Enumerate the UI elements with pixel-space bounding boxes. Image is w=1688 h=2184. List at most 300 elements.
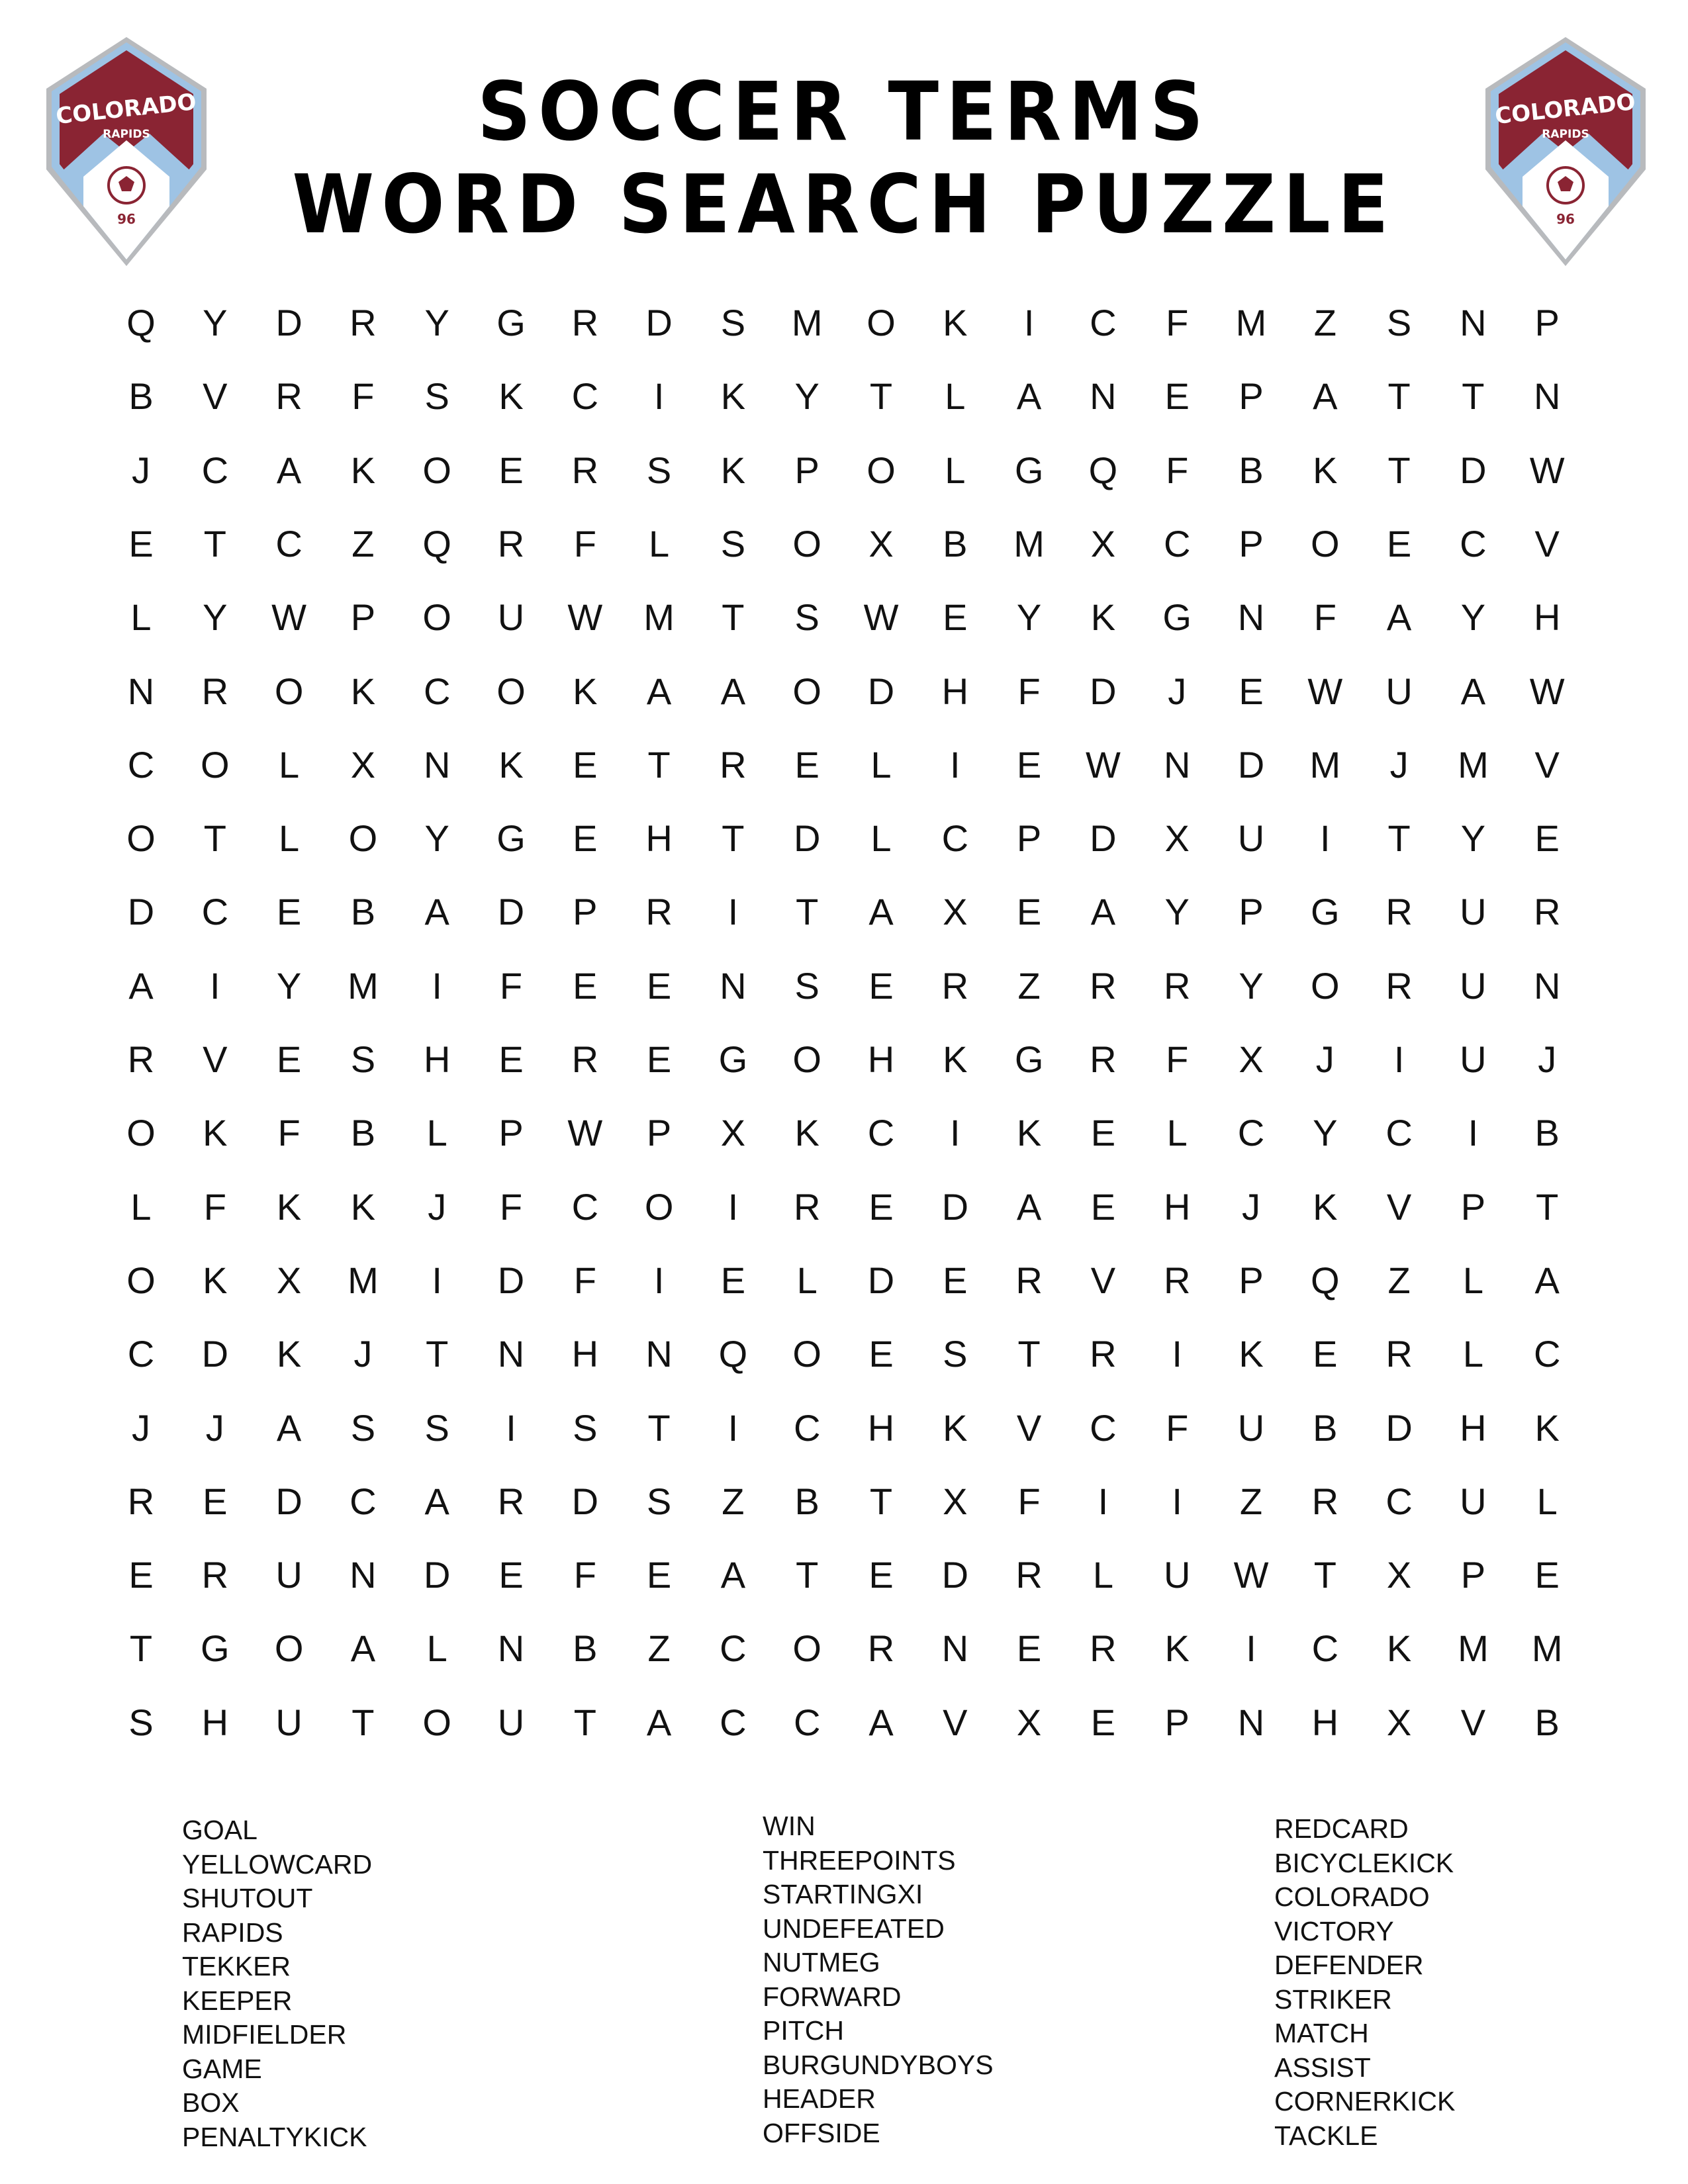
grid-letter: L — [870, 743, 892, 786]
grid-letter: T — [352, 1701, 375, 1743]
grid-letter: Q — [718, 1333, 748, 1375]
grid-letter: A — [1460, 670, 1486, 712]
grid-letter: Y — [1164, 891, 1190, 933]
grid-letter: L — [426, 1112, 447, 1154]
grid-letter: F — [573, 1259, 596, 1301]
grid-letter: T — [426, 1333, 449, 1375]
word-list-item: DEFENDER — [1274, 1950, 1424, 1980]
grid-letter: D — [497, 1259, 525, 1301]
grid-letter: D — [201, 1333, 229, 1375]
grid-letter: I — [1393, 1038, 1405, 1080]
grid-letter: E — [1090, 1701, 1116, 1743]
grid-letter: I — [1246, 1627, 1256, 1670]
page-title-line-2: WORD SEARCH PUZZLE — [292, 158, 1396, 251]
grid-letter: N — [1460, 302, 1487, 343]
grid-letter: O — [792, 1627, 821, 1670]
grid-letter: G — [1162, 596, 1192, 639]
grid-letter: T — [203, 817, 226, 860]
grid-letter: G — [1014, 1038, 1044, 1080]
grid-letter: S — [128, 1701, 154, 1743]
grid-letter: R — [1385, 1333, 1413, 1375]
grid-letter: D — [127, 891, 155, 933]
grid-letter: N — [720, 964, 747, 1007]
grid-letter: I — [506, 1406, 516, 1449]
word-list-item: VICTORY — [1274, 1915, 1394, 1946]
grid-letter: T — [722, 596, 745, 639]
grid-letter: G — [496, 817, 526, 860]
grid-letter: S — [794, 964, 820, 1007]
grid-letter: V — [1016, 1406, 1042, 1449]
grid-letter: J — [1389, 743, 1409, 786]
grid-letter: R — [1015, 1554, 1043, 1596]
badge-number: 96 — [1556, 211, 1575, 227]
grid-letter: E — [868, 1554, 894, 1596]
grid-letter: P — [1239, 1259, 1264, 1301]
grid-letter: L — [870, 817, 892, 860]
grid-letter: R — [1163, 964, 1191, 1007]
grid-letter: Y — [1313, 1112, 1338, 1154]
grid-letter: M — [1531, 1627, 1563, 1670]
grid-letter: E — [128, 1554, 154, 1596]
grid-letter: V — [1386, 1185, 1412, 1228]
grid-letter: V — [203, 375, 228, 418]
grid-letter: D — [1237, 743, 1265, 786]
grid-letter: O — [792, 1333, 821, 1375]
grid-letter: B — [350, 891, 376, 933]
grid-letter: G — [496, 302, 526, 343]
grid-letter: E — [498, 1038, 524, 1080]
grid-letter: W — [1529, 670, 1565, 712]
grid-letter: K — [1016, 1112, 1042, 1154]
grid-letter: M — [1235, 302, 1267, 343]
grid-letter: R — [941, 964, 969, 1007]
grid-letter: U — [1460, 964, 1487, 1007]
grid-letter: I — [1172, 1333, 1182, 1375]
grid-letter: H — [867, 1406, 895, 1449]
grid-letter: E — [1090, 1112, 1116, 1154]
grid-letter: R — [201, 670, 229, 712]
grid-letter: S — [794, 596, 820, 639]
grid-letter: Y — [1016, 596, 1042, 639]
grid-letter: Z — [647, 1627, 671, 1670]
grid-letter: C — [720, 1627, 747, 1670]
grid-letter: F — [1166, 1406, 1189, 1449]
grid-letter: N — [127, 670, 155, 712]
grid-letter: E — [203, 1480, 228, 1522]
grid-letter: V — [203, 1038, 228, 1080]
grid-letter: P — [646, 1112, 672, 1154]
grid-letter: V — [1460, 1701, 1486, 1743]
word-list-item: RAPIDS — [182, 1917, 283, 1948]
grid-letter: K — [1239, 1333, 1264, 1375]
grid-letter: P — [1534, 302, 1560, 343]
grid-letter: J — [428, 1185, 447, 1228]
grid-letter: N — [1237, 1701, 1265, 1743]
grid-letter: X — [276, 1259, 302, 1301]
grid-letter: R — [1311, 1480, 1339, 1522]
grid-letter: T — [796, 891, 819, 933]
grid-letter: L — [1166, 1112, 1188, 1154]
grid-letter: N — [941, 1627, 969, 1670]
grid-letter: V — [1534, 522, 1560, 565]
grid-letter: X — [868, 522, 894, 565]
grid-letter: K — [1090, 596, 1116, 639]
grid-letter: I — [432, 964, 442, 1007]
word-list-item: TEKKER — [182, 1951, 291, 1981]
grid-letter: O — [644, 1185, 674, 1228]
grid-letter: A — [128, 964, 154, 1007]
grid-letter: L — [1536, 1480, 1558, 1522]
grid-letter: S — [720, 302, 746, 343]
badge-number: 96 — [117, 211, 136, 227]
grid-letter: W — [1233, 1554, 1269, 1596]
grid-letter: P — [1460, 1554, 1486, 1596]
grid-letter: U — [275, 1701, 303, 1743]
grid-letter: D — [1090, 670, 1117, 712]
grid-letter: U — [1237, 817, 1265, 860]
grid-letter: E — [1164, 375, 1190, 418]
grid-letter: E — [1534, 1554, 1560, 1596]
grid-letter: E — [1239, 670, 1264, 712]
grid-letter: B — [350, 1112, 376, 1154]
grid-letter: H — [423, 1038, 451, 1080]
grid-letter: U — [1460, 1038, 1487, 1080]
grid-letter: S — [646, 449, 672, 491]
grid-letter: C — [423, 670, 451, 712]
grid-letter: B — [1239, 449, 1264, 491]
grid-letter: L — [1092, 1554, 1113, 1596]
grid-letter: O — [274, 1627, 304, 1670]
grid-letter: T — [869, 375, 893, 418]
grid-letter: J — [205, 1406, 224, 1449]
grid-letter: T — [573, 1701, 596, 1743]
grid-letter: X — [1386, 1701, 1412, 1743]
grid-letter: D — [867, 670, 895, 712]
grid-letter: K — [1313, 449, 1338, 491]
grid-letter: G — [718, 1038, 748, 1080]
grid-letter: G — [1014, 449, 1044, 491]
grid-letter: F — [352, 375, 375, 418]
grid-letter: R — [1385, 964, 1413, 1007]
grid-letter: V — [1534, 743, 1560, 786]
grid-letter: A — [424, 891, 449, 933]
grid-letter: R — [497, 522, 525, 565]
grid-letter: D — [571, 1480, 599, 1522]
grid-letter: C — [127, 1333, 155, 1375]
grid-letter: B — [794, 1480, 820, 1522]
grid-letter: A — [868, 1701, 894, 1743]
grid-letter: F — [203, 1185, 226, 1228]
grid-letter: M — [1309, 743, 1341, 786]
grid-letter: V — [1090, 1259, 1116, 1301]
grid-letter: F — [277, 1112, 301, 1154]
grid-letter: X — [943, 891, 968, 933]
grid-letter: E — [646, 1038, 672, 1080]
grid-letter: C — [720, 1701, 747, 1743]
grid-letter: M — [1458, 1627, 1489, 1670]
grid-letter: B — [1313, 1406, 1338, 1449]
word-list-item: COLORADO — [1274, 1882, 1430, 1912]
grid-letter: Y — [794, 375, 820, 418]
word-list-item: UNDEFEATED — [763, 1913, 945, 1944]
grid-letter: P — [1239, 375, 1264, 418]
grid-letter: K — [350, 1185, 376, 1228]
grid-letter: F — [499, 964, 523, 1007]
grid-letter: B — [128, 375, 154, 418]
grid-letter: U — [1163, 1554, 1191, 1596]
grid-letter: R — [720, 743, 747, 786]
grid-letter: C — [793, 1701, 821, 1743]
grid-letter: R — [571, 449, 599, 491]
grid-letter: C — [1090, 302, 1117, 343]
grid-letter: A — [868, 891, 894, 933]
grid-letter: Y — [424, 817, 449, 860]
grid-letter: P — [1239, 891, 1264, 933]
grid-letter: E — [868, 964, 894, 1007]
grid-letter: T — [1313, 1554, 1336, 1596]
grid-letter: D — [645, 302, 673, 343]
grid-letter: N — [1533, 375, 1561, 418]
grid-letter: F — [1166, 449, 1189, 491]
grid-letter: C — [867, 1112, 895, 1154]
grid-letter: C — [1460, 522, 1487, 565]
grid-letter: R — [1015, 1259, 1043, 1301]
grid-letter: P — [1460, 1185, 1486, 1228]
grid-letter: E — [646, 964, 672, 1007]
grid-letter: C — [1090, 1406, 1117, 1449]
grid-letter: I — [1172, 1480, 1182, 1522]
grid-letter: T — [1387, 817, 1411, 860]
word-list-item: STARTINGXI — [763, 1879, 923, 1909]
grid-letter: U — [1385, 670, 1413, 712]
word-list-item: FORWARD — [763, 1981, 902, 2012]
grid-letter: X — [1090, 522, 1116, 565]
grid-letter: B — [1534, 1112, 1560, 1154]
grid-letter: E — [276, 891, 302, 933]
grid-letter: A — [646, 670, 672, 712]
grid-letter: O — [792, 670, 821, 712]
grid-letter: S — [1386, 302, 1412, 343]
grid-letter: A — [1534, 1259, 1560, 1301]
grid-letter: A — [1386, 596, 1412, 639]
grid-letter: M — [348, 964, 379, 1007]
grid-letter: O — [1311, 522, 1340, 565]
word-list-item: PENALTYKICK — [182, 2121, 367, 2152]
word-list-item: MATCH — [1274, 2018, 1369, 2048]
grid-letter: A — [1016, 375, 1042, 418]
grid-letter: D — [275, 302, 303, 343]
grid-letter: O — [126, 1259, 156, 1301]
grid-letter: D — [1460, 449, 1487, 491]
grid-letter: O — [201, 743, 230, 786]
grid-letter: I — [950, 1112, 961, 1154]
grid-letter: X — [943, 1480, 968, 1522]
grid-letter: Q — [422, 522, 451, 565]
word-list-item: SHUTOUT — [182, 1883, 313, 1913]
grid-letter: A — [646, 1701, 672, 1743]
grid-letter: S — [424, 375, 449, 418]
grid-letter: E — [1016, 1627, 1042, 1670]
grid-letter: B — [573, 1627, 598, 1670]
grid-letter: I — [1098, 1480, 1109, 1522]
grid-letter: Y — [203, 302, 228, 343]
word-list-item: ASSIST — [1274, 2052, 1371, 2083]
grid-letter: G — [201, 1627, 230, 1670]
grid-letter: N — [350, 1554, 377, 1596]
grid-letter: C — [1533, 1333, 1561, 1375]
grid-letter: W — [567, 596, 603, 639]
word-list-item: KEEPER — [182, 1985, 293, 2016]
grid-letter: N — [645, 1333, 673, 1375]
grid-letter: I — [1320, 817, 1331, 860]
grid-letter: A — [720, 1554, 746, 1596]
grid-letter: L — [649, 522, 670, 565]
grid-letter: A — [276, 449, 302, 491]
grid-letter: F — [1166, 302, 1189, 343]
grid-letter: A — [1090, 891, 1116, 933]
grid-letter: U — [497, 1701, 525, 1743]
grid-letter: D — [497, 891, 525, 933]
grid-letter: O — [274, 670, 304, 712]
grid-letter: K — [943, 1038, 968, 1080]
grid-letter: R — [1090, 1038, 1117, 1080]
grid-letter: F — [499, 1185, 523, 1228]
grid-letter: H — [941, 670, 969, 712]
grid-letter: B — [943, 522, 968, 565]
badge-text-top: COLORADO — [54, 89, 198, 130]
grid-letter: U — [1460, 891, 1487, 933]
grid-letter: K — [498, 743, 524, 786]
grid-letter: K — [203, 1112, 228, 1154]
word-list-column-3 — [1274, 1812, 1455, 2153]
grid-letter: H — [1163, 1185, 1191, 1228]
grid-letter: Z — [1313, 302, 1336, 343]
grid-letter: C — [571, 1185, 599, 1228]
grid-letter: K — [1386, 1627, 1412, 1670]
grid-letter: M — [1013, 522, 1045, 565]
grid-letter: T — [129, 1627, 153, 1670]
grid-letter: M — [643, 596, 675, 639]
word-list-item: YELLOWCARD — [182, 1848, 373, 1880]
grid-letter: E — [943, 1259, 968, 1301]
grid-letter: R — [793, 1185, 821, 1228]
grid-letter: R — [1163, 1259, 1191, 1301]
grid-letter: F — [1313, 596, 1336, 639]
grid-letter: A — [720, 670, 746, 712]
grid-letter: R — [645, 891, 673, 933]
badge-text-bottom: RAPIDS — [103, 128, 150, 141]
grid-letter: E — [1534, 817, 1560, 860]
grid-letter: N — [497, 1627, 525, 1670]
grid-letter: L — [945, 375, 966, 418]
grid-letter: O — [792, 1038, 821, 1080]
grid-letter: P — [350, 596, 376, 639]
grid-letter: I — [727, 1406, 739, 1449]
grid-letter: K — [350, 670, 376, 712]
grid-letter: D — [941, 1185, 969, 1228]
grid-letter: Y — [276, 964, 302, 1007]
grid-letter: K — [943, 302, 968, 343]
grid-letter: H — [867, 1038, 895, 1080]
grid-letter: U — [1237, 1406, 1265, 1449]
grid-letter: K — [1534, 1406, 1560, 1449]
grid-letter: H — [1311, 1701, 1339, 1743]
grid-letter: H — [571, 1333, 599, 1375]
grid-letter: E — [1386, 522, 1412, 565]
grid-letter: R — [127, 1480, 155, 1522]
grid-letter: D — [1090, 817, 1117, 860]
grid-letter: A — [1016, 1185, 1042, 1228]
grid-letter: C — [1311, 1627, 1339, 1670]
grid-letter: W — [271, 596, 307, 639]
grid-letter: C — [1237, 1112, 1265, 1154]
grid-letter: X — [1164, 817, 1190, 860]
grid-letter: S — [350, 1038, 376, 1080]
word-list-item: CORNERKICK — [1274, 2086, 1456, 2116]
grid-letter: U — [497, 596, 525, 639]
grid-letter: C — [201, 449, 229, 491]
grid-letter: C — [793, 1406, 821, 1449]
grid-letter: E — [1016, 891, 1042, 933]
grid-letter: I — [653, 1259, 665, 1301]
grid-letter: V — [943, 1701, 968, 1743]
grid-letter: O — [422, 449, 451, 491]
page-title-line-1: SOCCER TERMS — [477, 65, 1211, 159]
grid-letter: A — [276, 1406, 302, 1449]
grid-letter: E — [794, 743, 820, 786]
grid-letter: K — [1313, 1185, 1338, 1228]
grid-letter: H — [201, 1701, 229, 1743]
grid-letter: L — [130, 596, 152, 639]
grid-letter: E — [573, 817, 598, 860]
grid-letter: Q — [1088, 449, 1118, 491]
grid-letter: Z — [352, 522, 375, 565]
grid-letter: A — [424, 1480, 449, 1522]
grid-letter: D — [867, 1259, 895, 1301]
grid-letter: U — [1460, 1480, 1487, 1522]
grid-letter: R — [275, 375, 303, 418]
grid-letter: J — [1168, 670, 1187, 712]
grid-letter: P — [1239, 522, 1264, 565]
grid-letter: Y — [1460, 596, 1486, 639]
grid-letter: E — [720, 1259, 746, 1301]
grid-letter: R — [1090, 1627, 1117, 1670]
grid-letter: Z — [722, 1480, 745, 1522]
grid-letter: X — [1386, 1554, 1412, 1596]
grid-letter: I — [727, 1185, 739, 1228]
grid-letter: T — [1387, 375, 1411, 418]
grid-letter: R — [497, 1480, 525, 1522]
grid-letter: O — [126, 817, 156, 860]
grid-letter: L — [945, 449, 966, 491]
grid-letter: K — [276, 1333, 302, 1375]
grid-letter: R — [571, 1038, 599, 1080]
grid-letter: O — [422, 596, 451, 639]
grid-letter: L — [279, 817, 300, 860]
badge-text-bottom: RAPIDS — [1542, 128, 1589, 141]
grid-letter: K — [203, 1259, 228, 1301]
grid-letter: Q — [1311, 1259, 1340, 1301]
grid-letter: M — [1458, 743, 1489, 786]
grid-letter: I — [950, 743, 961, 786]
grid-letter: E — [646, 1554, 672, 1596]
grid-letter: T — [796, 1554, 819, 1596]
grid-letter: Y — [203, 596, 228, 639]
word-list-item: BICYCLEKICK — [1274, 1847, 1454, 1878]
grid-letter: O — [422, 1701, 451, 1743]
grid-letter: K — [1164, 1627, 1190, 1670]
grid-letter: D — [423, 1554, 451, 1596]
